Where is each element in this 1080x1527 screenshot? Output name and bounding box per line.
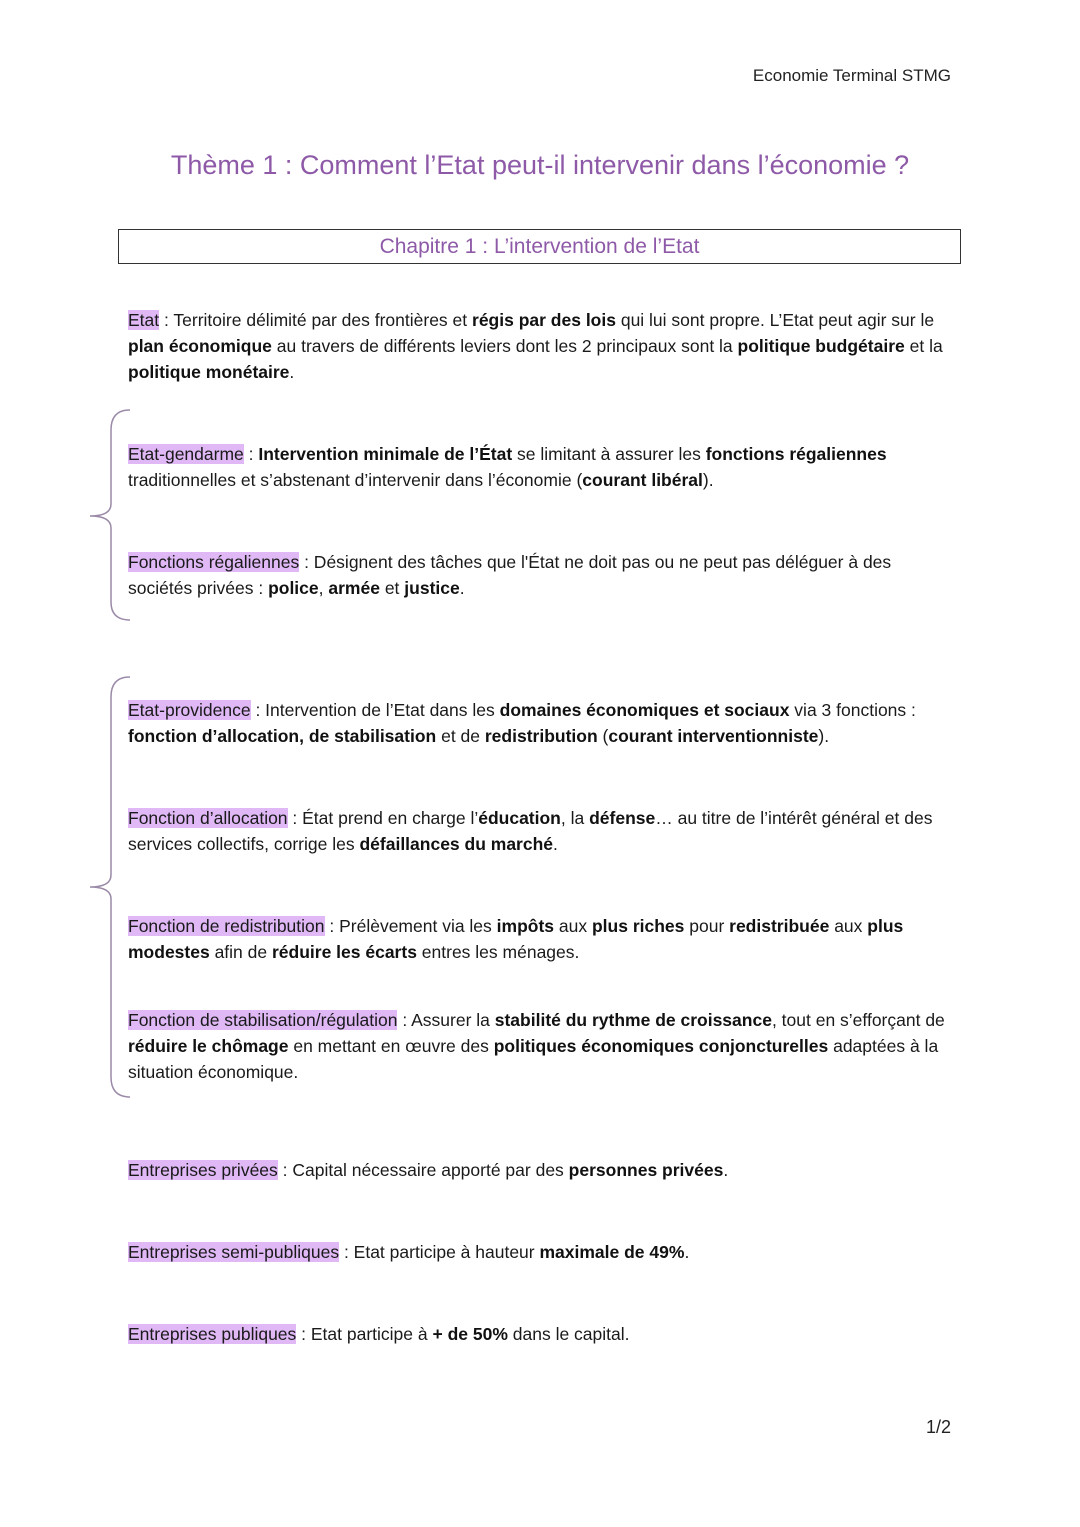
text: : État prend en charge l’ — [287, 808, 479, 828]
keyword: armée — [328, 578, 380, 598]
definition-fonctions-regaliennes — [128, 549, 958, 601]
text: , la — [560, 808, 590, 828]
definition-entreprises-privees — [128, 1157, 958, 1183]
text: dans le capital. — [507, 1324, 630, 1344]
text: au travers de différents leviers dont les 2 principaux sont la — [271, 336, 738, 356]
text: via 3 fonctions : — [789, 700, 916, 720]
keyword: régis par des lois — [472, 310, 616, 330]
text: traditionnelles et s’abstenant d’intervenir dans l’économie ( — [128, 470, 583, 490]
text: ( — [597, 726, 609, 746]
keyword: fonction d’allocation, de stabilisation — [128, 726, 437, 746]
term-etat-gendarme: Etat-gendarme — [128, 444, 244, 464]
term-fonction-redistribution: Fonction de redistribution — [128, 916, 325, 936]
keyword: maximale de 49% — [539, 1242, 685, 1262]
keyword: justice — [404, 578, 460, 598]
keyword: impôts — [496, 916, 555, 936]
text: et la — [904, 336, 943, 356]
text: : Territoire délimité par des frontières et — [159, 310, 473, 330]
keyword: fonctions régaliennes — [705, 444, 887, 464]
text: . — [723, 1160, 729, 1180]
text: ). — [702, 470, 714, 490]
text: pour — [684, 916, 730, 936]
text: et de — [436, 726, 485, 746]
text: , tout en s’efforçant de — [771, 1010, 945, 1030]
term-etat-providence: Etat-providence — [128, 700, 251, 720]
definition-etat-providence — [128, 697, 958, 749]
text: … au titre de l’intérêt général et des services collectifs, corrige les — [128, 808, 933, 854]
text: qui lui sont propre. L’Etat peut agir sur le — [615, 310, 935, 330]
keyword: réduire le chômage — [128, 1036, 289, 1056]
keyword: stabilité du rythme de croissance — [494, 1010, 772, 1030]
text: : Etat participe à — [296, 1324, 433, 1344]
keyword: défense — [589, 808, 656, 828]
text: : Capital nécessaire apporté par des — [277, 1160, 569, 1180]
keyword: plan économique — [128, 336, 272, 356]
term-entreprises-publiques: Entreprises publiques — [128, 1324, 297, 1344]
text: , — [318, 578, 329, 598]
keyword: redistribuée — [729, 916, 830, 936]
keyword: courant libéral — [582, 470, 703, 490]
text: ). — [818, 726, 830, 746]
text: en mettant en œuvre des — [288, 1036, 494, 1056]
definition-entreprises-semi-publiques — [128, 1239, 958, 1265]
text: adaptées à la situation économique. — [128, 1036, 939, 1082]
text: se limitant à assurer les — [512, 444, 706, 464]
keyword: éducation — [478, 808, 561, 828]
definition-fonction-allocation — [128, 805, 958, 857]
definition-fonction-stabilisation — [128, 1007, 958, 1085]
term-fonctions-regaliennes: Fonctions régaliennes — [128, 552, 300, 572]
keyword: politiques économiques conjoncturelles — [493, 1036, 829, 1056]
chapter-title-box — [118, 229, 961, 264]
text: : — [243, 444, 259, 464]
keyword: redistribution — [484, 726, 598, 746]
keyword: police — [268, 578, 319, 598]
definition-fonction-redistribution — [128, 913, 958, 965]
keyword: politique budgétaire — [737, 336, 905, 356]
text: . — [684, 1242, 690, 1262]
term-fonction-stabilisation: Fonction de stabilisation/régulation — [128, 1010, 398, 1030]
definition-etat-gendarme — [128, 441, 958, 493]
text: . — [289, 362, 295, 382]
text: aux — [554, 916, 592, 936]
keyword: domaines économiques et sociaux — [499, 700, 790, 720]
keyword: plus riches — [591, 916, 685, 936]
definition-etat — [128, 307, 958, 385]
keyword: plus modestes — [128, 916, 904, 962]
text: : Prélèvement via les — [324, 916, 497, 936]
text: et — [379, 578, 405, 598]
keyword: défaillances du marché — [359, 834, 554, 854]
text: : Désignent des tâches que l'État ne doit pas ou ne peut pas déléguer à des sociétés privées : — [128, 552, 892, 598]
keyword: Intervention minimale de l’État — [258, 444, 513, 464]
text: entres les ménages. — [416, 942, 580, 962]
term-fonction-allocation: Fonction d’allocation — [128, 808, 288, 828]
grouping-brace-2 — [84, 675, 134, 1100]
term-etat: Etat — [128, 310, 160, 330]
chapter-title: Chapitre 1 : L’intervention de l’Etat — [379, 234, 700, 258]
text: : Intervention de l’Etat dans les — [250, 700, 500, 720]
keyword: + de 50% — [432, 1324, 508, 1344]
keyword: politique monétaire — [128, 362, 290, 382]
grouping-brace-1 — [84, 408, 134, 623]
theme-title: Thème 1 : Comment l’Etat peut-il intervenir dans l’économie ? — [170, 150, 910, 180]
definition-entreprises-publiques — [128, 1321, 958, 1347]
page-number: 1/2 — [925, 1417, 951, 1437]
keyword: courant interventionniste — [608, 726, 819, 746]
text: . — [459, 578, 465, 598]
text: : Etat participe à hauteur — [339, 1242, 540, 1262]
text: . — [553, 834, 558, 854]
keyword: personnes privées — [568, 1160, 724, 1180]
page-header: Economie Terminal STMG — [752, 66, 951, 85]
text: aux — [829, 916, 868, 936]
term-entreprises-semi-publiques: Entreprises semi-publiques — [128, 1242, 340, 1262]
text: afin de — [209, 942, 272, 962]
text: : Assurer la — [397, 1010, 495, 1030]
term-entreprises-privees: Entreprises privées — [128, 1160, 278, 1180]
keyword: réduire les écarts — [271, 942, 417, 962]
